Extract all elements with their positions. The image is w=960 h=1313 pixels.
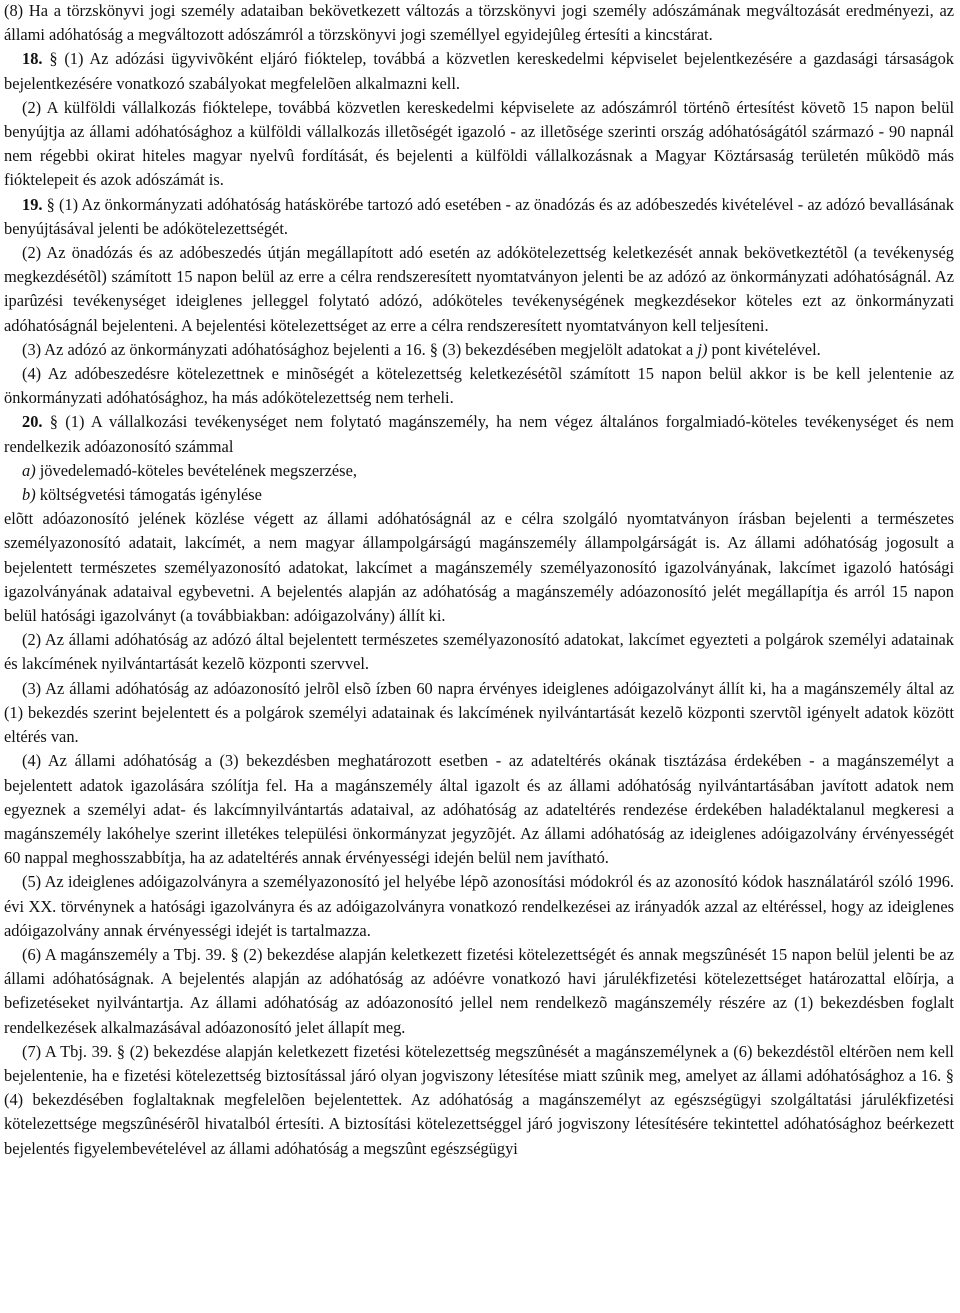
paragraph-text: (2) A külföldi vállalkozás fióktelepe, továbbá közvetlen kereskedelmi képviselete az adószámról történõ értesítést követõ 15 napon belül benyújtja az állami adóhatósághoz a külföldi vállalkozás illetõségét igazoló - az illetõsége szerinti ország adóhatóságától származó - 90 napnál nem régebbi okirat hiteles magyar nyelvû fordítását, és bejelenti a külföldi vállalkozásnak a Magyar Köztársaság területén mûködõ más fióktelepeit és azok adószámát is.: [4, 97, 954, 190]
paragraph-text: (2) Az önadózás és az adóbeszedés útján megállapított adó esetén az adókötelezettség keletkezését annak bekövetkeztétõl (a tevékenység megkezdésétõl) számított 15 napon belül az erre a célra rendszeresített nyomtatványon jelenti be az adózó az önkormányzati adóhatóságnál. Az iparûzési tevékenységet ideiglenes jelleggel folytató adózó, adóköteles tevékenységének megkezdésekor köteles ezt az önkormányzati adóhatóságnál bejelenteni. A bejelentési kötelezettséget az erre a célra rendszeresített nyomtatványon kell teljesíteni.: [4, 243, 954, 335]
section-18-paragraph-1: [4, 47, 954, 95]
point-reference: j): [697, 339, 708, 359]
section-20-paragraph-1: [4, 410, 954, 458]
section-number: 19.: [22, 194, 43, 214]
paragraph-text-tail: pont kivételével.: [707, 339, 821, 359]
paragraph-text: (3) Az adózó az önkormányzati adóhatósághoz bejelenti a 16. § (3) bekezdésében megjelölt adatokat a: [22, 339, 698, 359]
section-20-paragraph-6: [4, 943, 954, 1040]
paragraph-text: (8) Ha a törzskönyvi jogi személy adataiban bekövetkezett változás a törzskönyvi jogi személy adószámának megváltozását eredményezi, az állami adóhatóság a megváltozott adószámról a törzskönyvi jogi személlyel egyidejûleg értesíti a kincstárat.: [4, 1, 954, 45]
point-text: jövedelemadó-köteles bevételének megszerzése,: [35, 460, 357, 480]
section-19-paragraph-2: [4, 241, 954, 338]
paragraph-text: § (1) A vállalkozási tevékenységet nem folytató magánszemély, ha nem végez általános forgalmiadó-köteles tevékenységet és nem rendelkezik adóazonosító számmal: [4, 412, 954, 456]
point-text: költségvetési támogatás igénylése: [35, 485, 262, 505]
paragraph-text: elõtt adóazonosító jelének közlése végett az állami adóhatóságnál az e célra szolgáló nyomtatványon írásban bejelenti a természetes személyazonosító adatait, lakcímét, a nem magyar állampolgárságú magánszemély állampolgárságát is. Az állami adóhatóság jogosult a bejelentett természetes személyazonosító adatokat, lakcímet a magánszemély személyazonosító igazolványának, lakcímet igazoló hatósági igazolványának adataival egybevetni. A bejelentés alapján az adóhatóság a magánszemély adóazonosító jelét megállapítja és arról 15 napon belül hatósági igazolványt (a továbbiakban: adóigazolvány) állít ki.: [4, 509, 954, 626]
section-19-paragraph-1: [4, 193, 954, 241]
section-20-point-a: [4, 459, 954, 483]
section-18-paragraph-2: [4, 96, 954, 193]
section-20-paragraph-3: [4, 677, 954, 750]
point-label: b): [22, 485, 36, 505]
paragraph-text: (2) Az állami adóhatóság az adózó által bejelentett természetes személyazonosító adatokat, lakcímet egyezteti a polgárok személyi adatainak és lakcímének nyilvántartását kezelõ központi szervvel.: [4, 630, 954, 674]
section-20-paragraph-5: [4, 870, 954, 943]
paragraph-text: (6) A magánszemély a Tbj. 39. § (2) bekezdése alapján keletkezett fizetési kötelezettségét és annak megszûnését 15 napon belül jelenti be az állami adóhatóságnak. A bejelentés alapján az adóhatóság az adóévre vonatkozó havi járulékfizetési kötelezettséget határozattal elõírja, a befizetéseket nyilvántartja. Az állami adóhatóság az adóazonosító jellel nem rendelkezõ magánszemély részére az (1) bekezdésben foglalt rendelkezések alkalmazásával adóazonosító jelet állapít meg.: [4, 944, 954, 1037]
paragraph-8: [4, 0, 954, 47]
paragraph-text: (3) Az állami adóhatóság az adóazonosító jelrõl elsõ ízben 60 napra érvényes ideiglenes adóigazolványt állít ki, ha a magánszemély által az (1) bekezdés szerint bejelentett és a polgárok személyi adatainak és lakcímének nyilvántartását kezelõ központi szervtõl igényelt adatok között eltérés van.: [4, 678, 954, 747]
section-20-point-b: [4, 483, 954, 507]
section-number: 18.: [22, 49, 43, 69]
paragraph-text: (7) A Tbj. 39. § (2) bekezdése alapján keletkezett fizetési kötelezettség megszûnését a magánszemélynek a (6) bekezdéstõl eltérõen nem kell bejelentenie, ha e fizetési kötelezettség biztosítással járó olyan jogviszony létesítése miatt szûnik meg, amelyet az állami adóhatósághoz a 16. § (4) bekezdésében foglaltaknak megfelelõen bejelentettek. Az adóhatóság a magánszemélyt az egészségügyi szolgáltatási járulékfizetési kötelezettsége megszûnésérõl hivatalból értesíti. A biztosítási kötelezettséggel járó jogviszony létesítésére tekintettel adóhatósághoz beérkezett bejelentés figyelembevételével az állami adóhatóság a megszûnt egészségügyi: [4, 1041, 954, 1158]
paragraph-text: (5) Az ideiglenes adóigazolványra a személyazonosító jel helyébe lépõ azonosítási módokról és az azonosító kódok használatáról szóló 1996. évi XX. törvénynek a hatósági igazolványra és az adóigazolványra vonatkozó rendelkezései az irányadók azzal az eltéréssel, hogy az ideiglenes adóigazolvány annak érvényességi idejét is tartalmazza.: [4, 872, 954, 940]
section-number: 20.: [22, 412, 43, 432]
point-label: a): [22, 460, 36, 480]
section-19-paragraph-3: [4, 338, 954, 362]
paragraph-text: § (1) Az önkormányzati adóhatóság hatáskörébe tartozó adó esetében - az önadózás és az adóbeszedés kivételével - az adózó bevallásának benyújtásával jelenti be adókötelezettségét.: [4, 194, 954, 238]
section-20-paragraph-2: [4, 628, 954, 676]
section-20-continuation: [4, 507, 954, 628]
paragraph-text: (4) Az adóbeszedésre kötelezettnek e minõségét a kötelezettség keletkezésétõl számított 15 napon belül akkor is be kell jelentenie az önkormányzati adóhatósághoz, ha más adókötelezettség nem terheli.: [4, 364, 954, 408]
section-19-paragraph-4: [4, 362, 954, 410]
paragraph-text: (4) Az állami adóhatóság a (3) bekezdésben meghatározott esetben - az adateltérés okának tisztázása érdekében - a magánszemélyt a bejelentett adatok igazolására szólítja fel. Ha a magánszemély által igazolt és az állami adóhatóság nyilvántartásában javított adatok nem egyeznek a személyi adat- és lakcímnyilvántartás adataival, az adóhatóság az adateltérés rendezése érdekében haladéktalanul megkeresi a magánszemély lakóhelye szerint illetékes települési önkormányzat jegyzõjét. Az állami adóhatóság az ideiglenes adóigazolvány érvényességét 60 nappal meghosszabbítja, ha az adateltérés annak érvényességi idején belül nem javítható.: [4, 751, 954, 868]
paragraph-text: § (1) Az adózási ügyvivõként eljáró fióktelep, továbbá a közvetlen kereskedelmi képviselet bejelentkezésére a gazdasági társaságok bejelentkezésére vonatkozó szabályokat megfelelõen alkalmazni kell.: [4, 49, 954, 93]
section-20-paragraph-7: [4, 1040, 954, 1161]
section-20-paragraph-4: [4, 749, 954, 870]
